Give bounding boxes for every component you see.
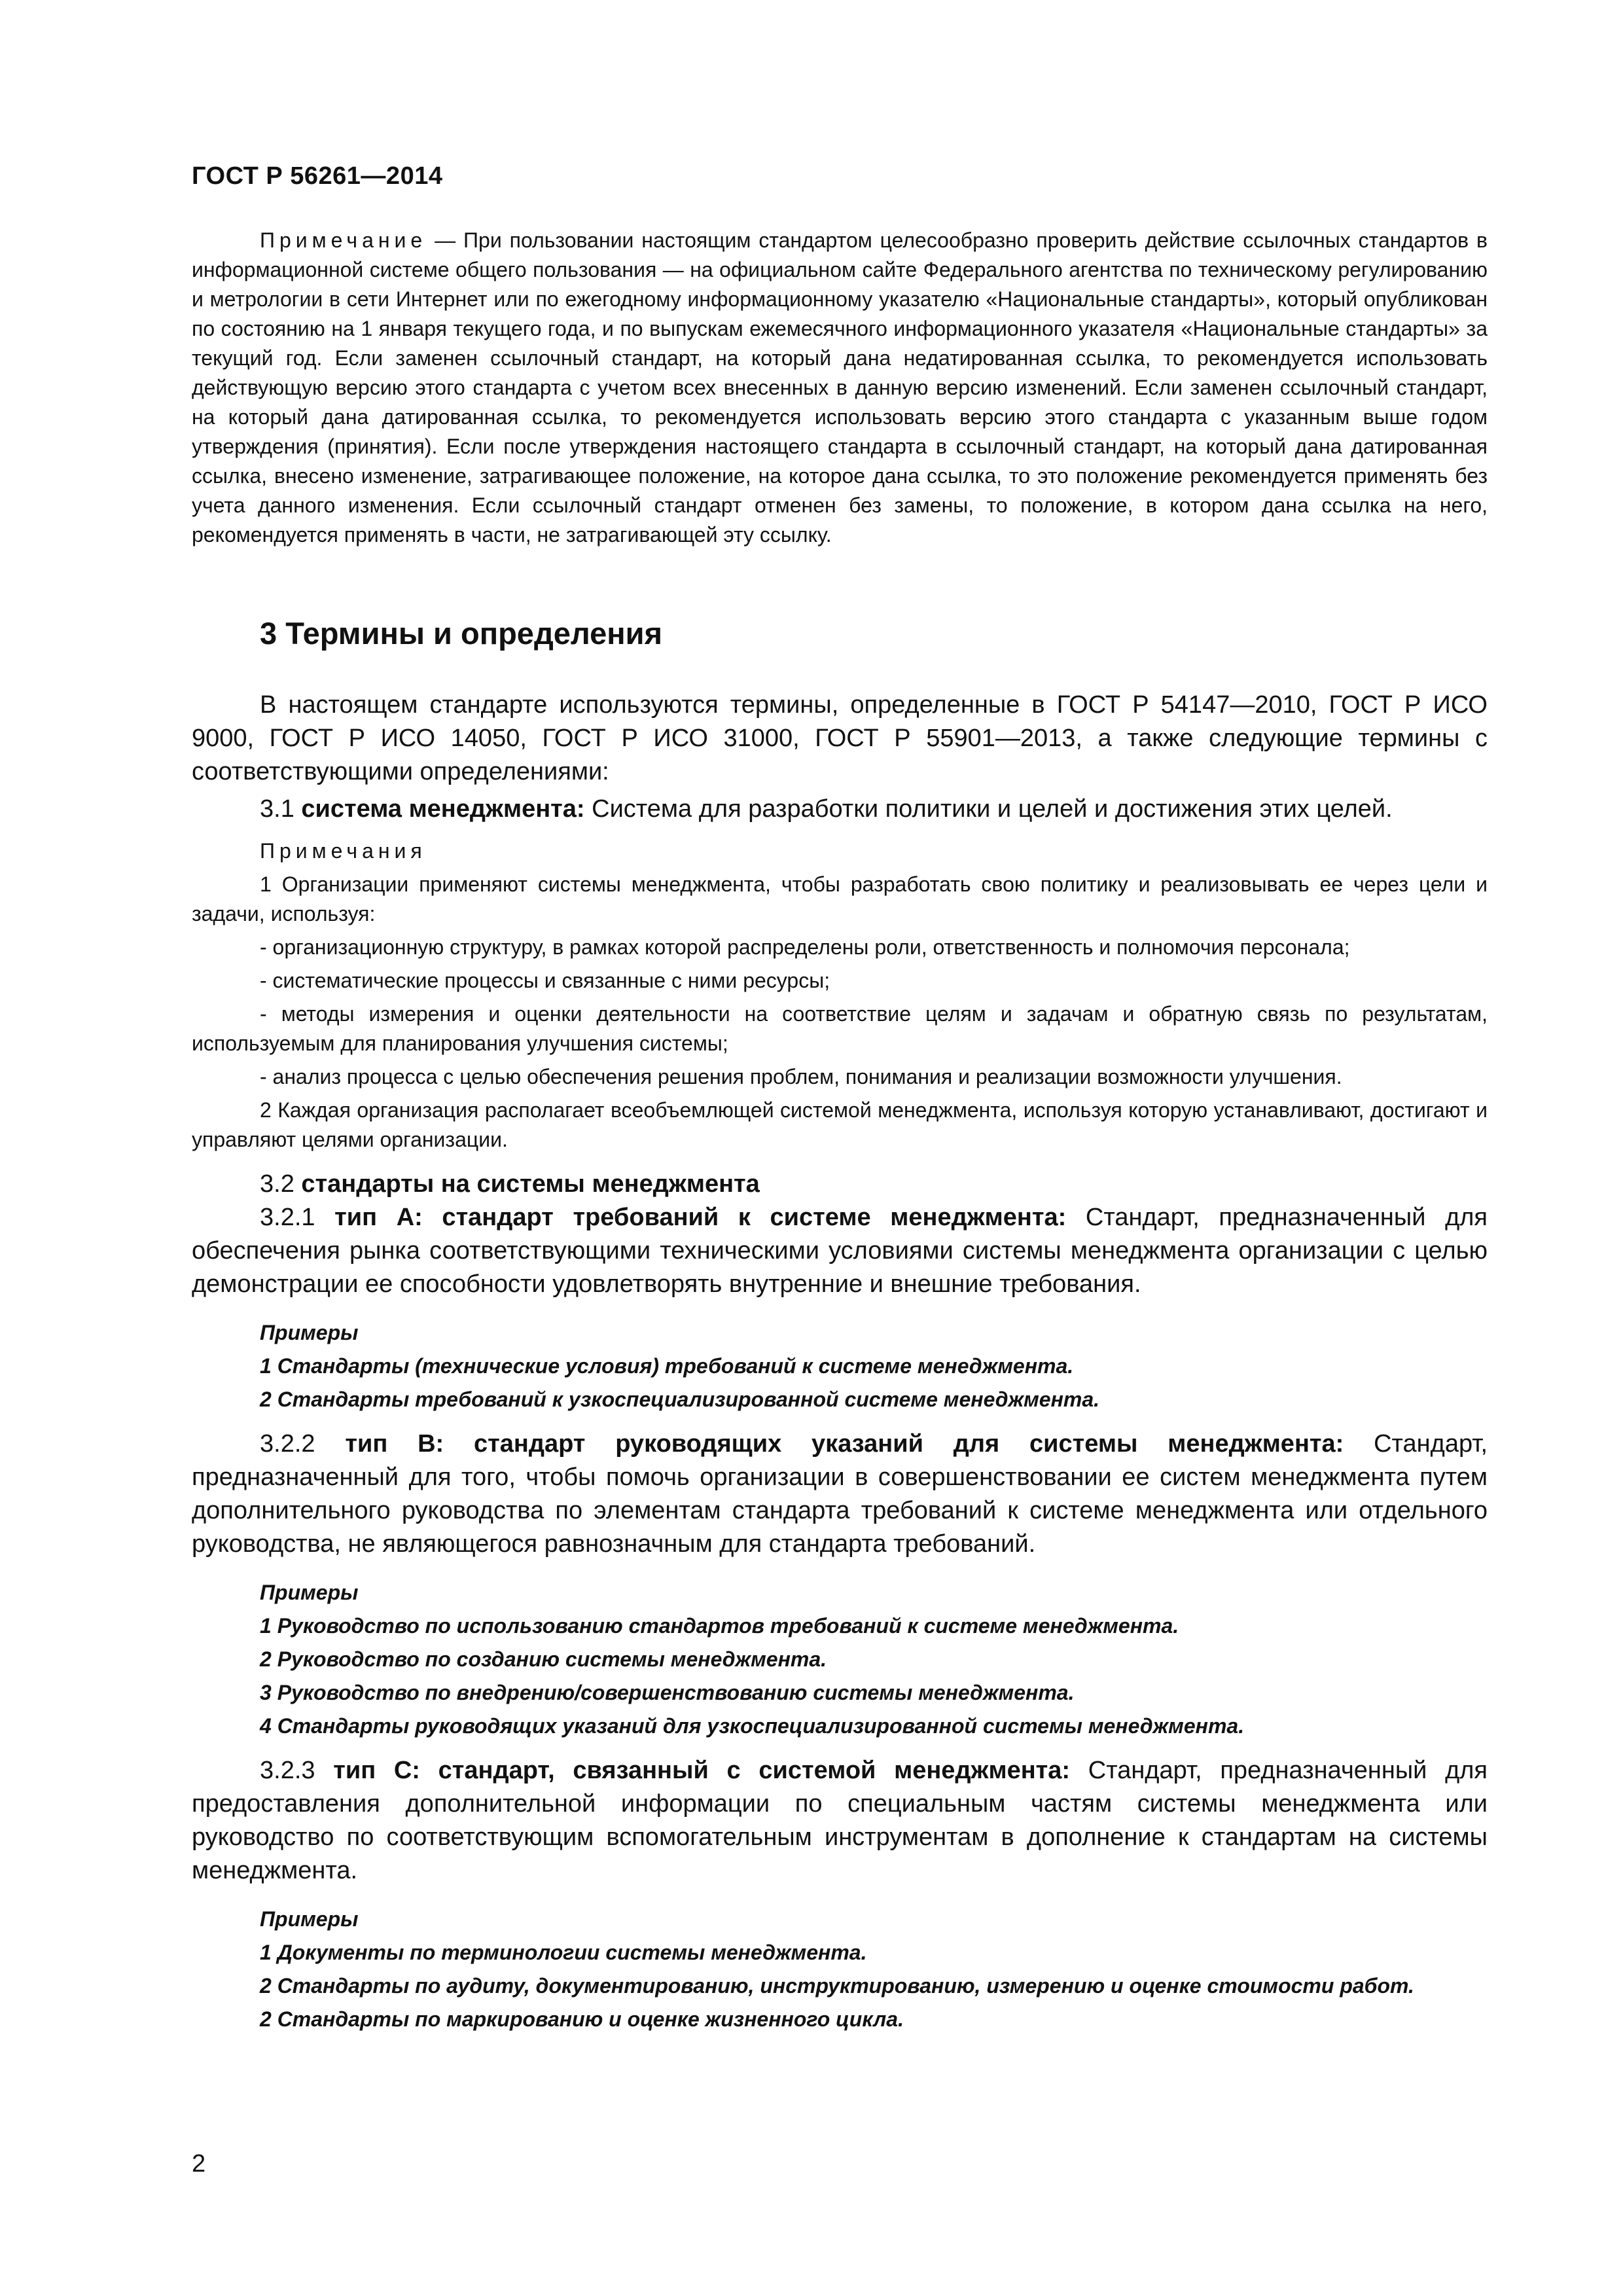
examples-label: Примеры — [260, 1907, 359, 1931]
section-body — [192, 689, 1488, 2034]
document-code: ГОСТ Р 56261—2014 — [192, 162, 443, 190]
note-1-item: - систематические процессы и связанные с ними ресурсы; — [260, 969, 830, 992]
term-3-2-1 — [192, 1201, 1488, 1301]
examples-label: Примеры — [260, 1321, 359, 1344]
term-number: 3.2.3 — [260, 1757, 334, 1784]
note-1-item: - организационную структуру, в рамках которой распределены роли, ответственность и полномочия персонала; — [260, 935, 1350, 959]
page-number: 2 — [192, 2150, 206, 2178]
term-definition: Система для разработки политики и целей и достижения этих целей. — [584, 795, 1393, 823]
example-item: 2 Стандарты требований к узкоспециализированной системе менеджмента. — [260, 1388, 1100, 1411]
term-name: система менеджмента: — [301, 795, 585, 823]
term-definition: Стандарт, предназначенный для обеспечения рынка соответствующими техническими условиями системы менеджмента организации с целью демонстрации ее способности удовлетворять внутренние и внешние требования. — [192, 1204, 1488, 1298]
example-item: 4 Стандарты руководящих указаний для узкоспециализированной системы менеджмента. — [260, 1714, 1245, 1738]
reference-note — [192, 226, 1488, 550]
section-title: 3 Термины и определения — [260, 616, 662, 651]
example-item: 2 Стандарты по аудиту, документированию, инструктированию, измерению и оценке стоимости работ. — [260, 1974, 1414, 1998]
term-name: стандарты на системы менеджмента — [301, 1170, 760, 1198]
term-number: 3.2 — [260, 1170, 302, 1198]
example-item: 1 Стандарты (технические условия) требований к системе менеджмента. — [260, 1354, 1074, 1378]
examples-label: Примеры — [260, 1581, 359, 1604]
note-1: 1 Организации применяют системы менеджмента, чтобы разработать свою политику и реализовывать ее через цели и задачи, используя: — [192, 872, 1488, 925]
term-definition: Стандарт, предназначенный для того, чтобы помочь организации в совершенствовании ее систем менеджмента путем дополнительного руководства по элементам стандарта требований к системе менеджмента или отдельного руководства, не являющегося равнозначным для стандарта требований. — [192, 1430, 1488, 1558]
term-name: тип В: стандарт руководящих указаний для системы менеджмента: — [345, 1430, 1344, 1458]
term-definition: Стандарт, предназначенный для предоставления дополнительной информации по специальным частям системы менеджмента или руководство по соответствующим вспомогательным инструментам в дополнение к стандартам на системы менеджмента. — [192, 1757, 1488, 1884]
section-intro: В настоящем стандарте используются термины, определенные в ГОСТ Р 54147—2010, ГОСТ Р ИСО 9000, ГОСТ Р ИСО 14050, ГОСТ Р ИСО 31000, ГОСТ Р 55901—2013, а также следующие термины с соответствующими определениями: — [192, 691, 1488, 785]
example-item: 3 Руководство по внедрению/совершенствованию системы менеджмента. — [260, 1681, 1075, 1704]
term-name: тип С: стандарт, связанный с системой менеджмента: — [333, 1757, 1071, 1784]
term-3-1 — [192, 793, 1488, 826]
example-item: 1 Руководство по использованию стандартов требований к системе менеджмента. — [260, 1614, 1179, 1638]
example-item: 1 Документы по терминологии системы менеджмента. — [260, 1941, 867, 1964]
term-3-2 — [192, 1168, 1488, 1201]
example-item: 2 Стандарты по маркированию и оценке жизненного цикла. — [260, 2007, 904, 2031]
note-1-item: - анализ процесса с целью обеспечения решения проблем, понимания и реализации возможности улучшения. — [260, 1065, 1342, 1088]
note-2: 2 Каждая организация располагает всеобъемлющей системой менеджмента, используя которую устанавливают, достигают и управляют целями организации. — [192, 1098, 1488, 1151]
note-1-item: - методы измерения и оценки деятельности на соответствие целям и задачам и обратную связь по результатам, используемым для планирования улучшения системы; — [192, 1002, 1488, 1055]
note-text: — При пользовании настоящим стандартом целесообразно проверить действие ссылочных стандартов в информационной системе общего пользования — на официальном сайте Федерального агентства по техническому регулированию и метрологии в сети Интернет или по ежегодному информационному указателю «Национальные стандарты», который опубликован по состоянию на 1 января текущего года, и по выпускам ежемесячного информационного указателя «Национальные стандарты» за текущий год. Если заменен ссылочный стандарт, на который дана недатированная ссылка, то рекомендуется использовать действующую версию этого стандарта с учетом всех внесенных в данную версию изменений. Если заменен ссылочный стандарт, на который дана датированная ссылка, то рекомендуется использовать версию этого стандарта с указанным выше годом утверждения (принятия). Если после утверждения настоящего стандарта в ссылочный стандарт, на который дана датированная ссылка, внесено изменение, затрагивающее положение, на которое дана ссылка, то это положение рекомендуется применять без учета данного изменения. Если ссылочный стандарт отменен без замены, то положение, в котором дана ссылка на него, рекомендуется применять в части, не затрагивающей эту ссылку. — [192, 228, 1488, 547]
note-label: Примечание — [260, 228, 427, 252]
term-number: 3.2.1 — [260, 1204, 335, 1231]
term-3-2-3 — [192, 1754, 1488, 1888]
notes-label: Примечания — [260, 839, 427, 863]
term-3-2-2 — [192, 1427, 1488, 1561]
term-number: 3.2.2 — [260, 1430, 346, 1458]
example-item: 2 Руководство по созданию системы менеджмента. — [260, 1647, 827, 1671]
term-number: 3.1 — [260, 795, 302, 823]
term-name: тип А: стандарт требований к системе менеджмента: — [334, 1204, 1067, 1231]
